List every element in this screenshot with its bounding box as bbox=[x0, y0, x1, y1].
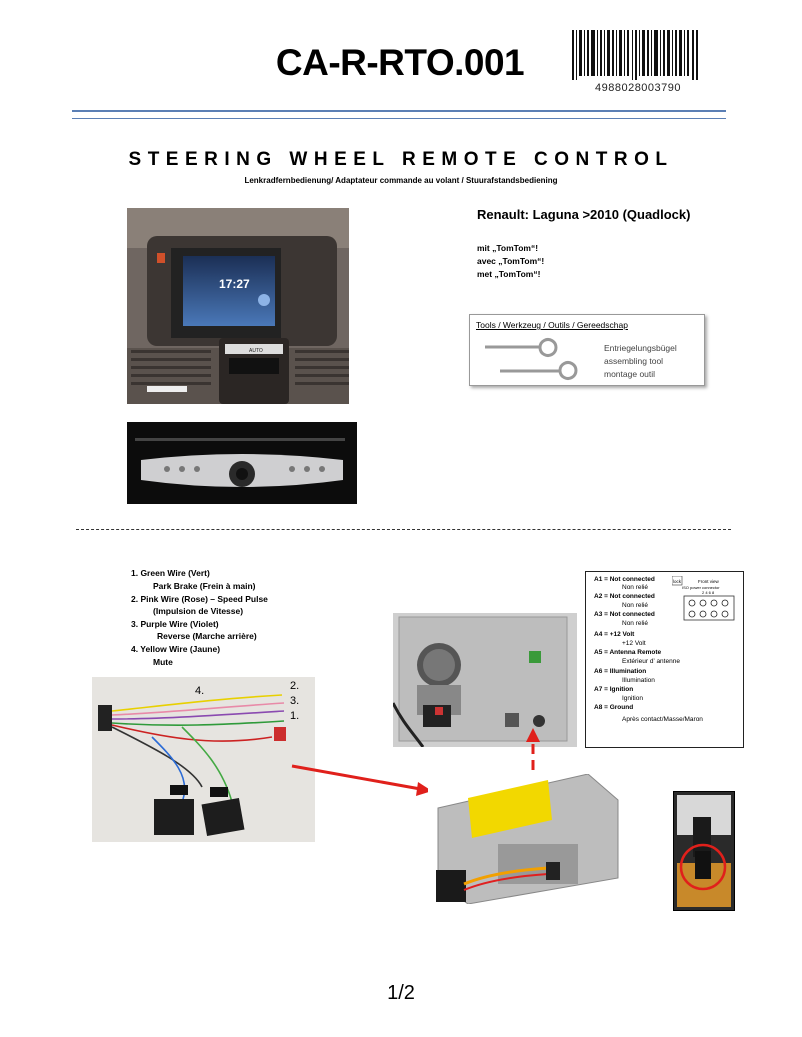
product-code: CA-R-RTO.001 bbox=[275, 42, 525, 83]
wire-1-title: 1. Green Wire (Vert) bbox=[131, 568, 210, 578]
harness-label-1: 1. bbox=[290, 710, 300, 722]
svg-text:lock: lock bbox=[673, 579, 682, 584]
wire-1-desc: Park Brake (Frein à main) bbox=[153, 581, 256, 591]
antenna-zoom-inset bbox=[673, 791, 735, 911]
pin-a7-sub: Ignition bbox=[622, 695, 643, 702]
tool-line-de: Entriegelungsbügel bbox=[604, 343, 677, 353]
pin-a8-label: A8 = Ground bbox=[594, 704, 634, 711]
page-number: 1/2 bbox=[387, 982, 415, 1004]
pin-a5-sub: Extérieur d’ antenne bbox=[622, 658, 680, 665]
harness-label-2: 2. bbox=[290, 680, 300, 692]
wire-3-title: 3. Purple Wire (Violet) bbox=[131, 619, 219, 629]
tools-heading: Tools / Werkzeug / Outils / Gereedschap bbox=[476, 320, 628, 330]
pin-a5-label: A5 = Antenna Remote bbox=[594, 649, 662, 656]
wire-4-title: 4. Yellow Wire (Jaune) bbox=[131, 644, 221, 654]
tomtom-note-nl: met „TomTom“! bbox=[477, 269, 541, 279]
svg-text:Front view: Front view bbox=[698, 579, 719, 584]
head-unit-photo bbox=[428, 774, 620, 904]
wire-2-title: 2. Pink Wire (Rose) – Speed Pulse bbox=[131, 594, 268, 604]
auto-label: AUTO bbox=[249, 348, 263, 354]
tomtom-note-fr: avec „TomTom“! bbox=[477, 256, 545, 266]
pin-a1-label: A1 = Not connected bbox=[594, 576, 655, 583]
vehicle-model: Renault: Laguna >2010 (Quadlock) bbox=[477, 207, 691, 222]
pin-a8-sub: Après contact/Masse/Maron bbox=[622, 716, 703, 723]
svg-text:ISO power connector: ISO power connector bbox=[682, 585, 720, 590]
pin-a4-sub: +12 Volt bbox=[622, 640, 646, 647]
tool-line-fr: montage outil bbox=[604, 369, 656, 379]
barcode-number: 4988028003790 bbox=[594, 82, 682, 94]
harness-label-3: 3. bbox=[290, 695, 300, 707]
svg-text:2 4 6 8: 2 4 6 8 bbox=[702, 590, 715, 595]
wire-3-desc: Reverse (Marche arrière) bbox=[157, 631, 257, 641]
tool-line-en: assembling tool bbox=[604, 356, 664, 366]
wire-4-desc: Mute bbox=[153, 657, 173, 667]
pin-a4-label: A4 = +12 Volt bbox=[594, 631, 635, 638]
pin-a2-sub: Non relié bbox=[622, 602, 649, 609]
clock-display: 17:27 bbox=[219, 277, 250, 291]
pin-a6-sub: Illumination bbox=[622, 677, 655, 684]
pin-a3-label: A3 = Not connected bbox=[594, 611, 655, 618]
tomtom-note-de: mit „TomTom“! bbox=[477, 243, 539, 253]
wire-2-desc: (Impulsion de Vitesse) bbox=[153, 606, 244, 616]
pin-a6-label: A6 = Illumination bbox=[594, 668, 647, 675]
harness-label-4: 4. bbox=[195, 685, 205, 697]
pin-a7-label: A7 = Ignition bbox=[594, 686, 634, 693]
pin-a2-label: A2 = Not connected bbox=[594, 593, 655, 600]
pin-a1-sub: Non relié bbox=[622, 584, 649, 591]
page-subtitle: Lenkradfernbedienung/ Adaptateur commande au volant / Stuurafstandsbediening bbox=[244, 176, 558, 185]
page-title: STEERING WHEEL REMOTE CONTROL bbox=[128, 149, 674, 170]
pin-a3-sub: Non relié bbox=[622, 620, 649, 627]
